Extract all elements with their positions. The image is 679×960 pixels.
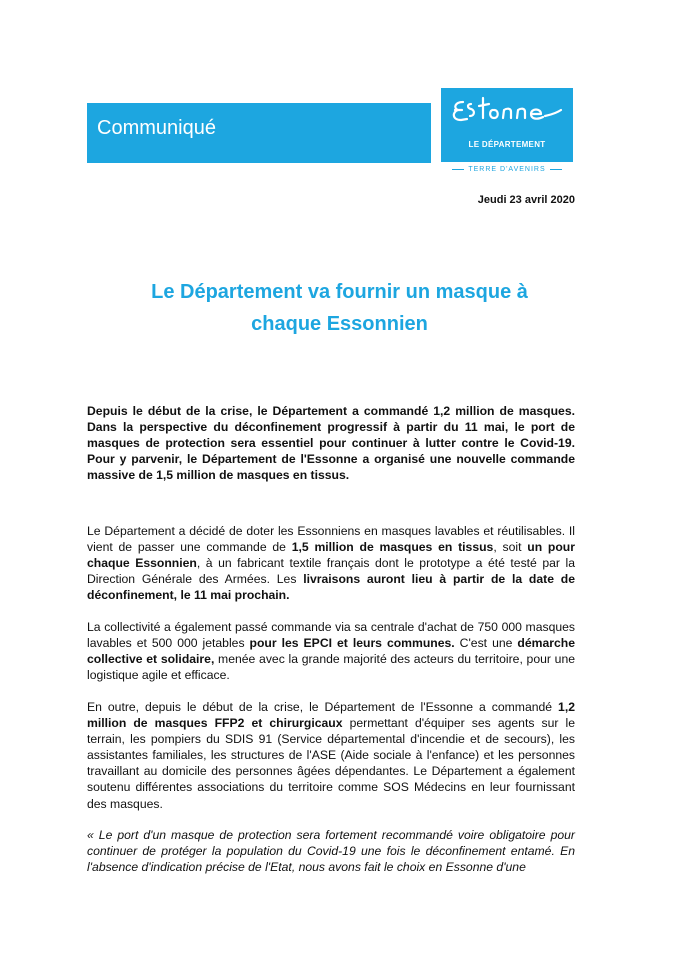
p1-bold-3: livraisons auront lieu à partir de la date de déconfinement, le 11 mai prochain. [87,572,575,603]
p3-bold-1: 1,2 million de masques FFP2 et chirurgicaux [87,700,575,731]
paragraph-ffp2 [87,699,575,812]
paragraph-quote: « Le port d'un masque de protection sera fortement recommandé voire obligatoire pour continuer de protéger la population du Covid-19 une fois le déconfinement entamé. En l'absence d'indication précise de l'Etat, nous avons fait le choix en Essonne d'une [87,828,575,875]
logo-subtitle: LE DÉPARTEMENT [468,140,546,149]
p3-text-2: permettant d'équiper ses agents sur le terrain, les pompiers du SDIS 91 (Service départemental d'incendie et de secours), les assistantes familiales, les structures de l'ASE (Aide sociale à l'enfance) et les personnes travaillant au domicile des personnes âgées dépendantes. Le Département a également soutenu différentes associations du territoire comme SOS Médecins en leur fournissant des masques. [87,716,576,811]
p1-text-2: , soit [493,540,528,555]
paragraph-centrale-achat [87,619,575,683]
p3-text-1: En outre, depuis le début de la crise, le Département de l'Essonne a commandé [87,700,559,714]
p2-text-1: La collectivité a également passé commande via sa centrale d'achat de 750 000 masques lavables et 500 000 jetables [87,620,575,651]
tagline-dash-right [550,169,562,170]
p2-text-3: menée avec la grande majorité des acteurs du territoire, pour une logistique agile et efficace. [87,652,575,683]
logo-tagline-row [441,166,573,173]
title-line-2: chaque Essonnien [251,313,428,335]
paragraph-masques-tissus [87,523,575,603]
tagline-dash-left [452,169,464,170]
press-date: Jeudi 23 avril 2020 [477,194,575,206]
banner-label: Communiqué [97,117,216,139]
p1-bold-2: un pour chaque Essonnien [87,540,575,571]
p2-bold-2: démarche collective et solidaire, [87,636,575,667]
essonne-script-logo-icon [449,94,565,134]
title-line-1: Le Département va fournir un masque à [151,281,528,303]
p1-bold-1: 1,5 million de masques en tissus [291,540,494,555]
p1-text-1: Le Département a décidé de doter les Essonniens en masques lavables et réutilisables. Il vient de passer une commande de [87,524,575,555]
p2-text-2: C'est une [454,636,518,651]
essonne-logo [441,88,573,162]
communique-banner [87,103,431,163]
press-title [87,276,592,340]
lead-paragraph: Depuis le début de la crise, le Département a commandé 1,2 million de masques. Dans la perspective du déconfinement progressif à partir du 11 mai, le port de masques de protection sera essentiel pour continuer à lutter contre le Covid-19. Pour y parvenir, le Département de l'Essonne a organisé une nouvelle commande massive de 1,5 million de masques en tissus. [87,404,575,483]
logo-tagline: TERRE D'AVENIRS [468,166,546,173]
p2-bold-1: pour les EPCI et leurs communes. [249,636,455,651]
p1-text-3: , à un fabricant textile français dont le prototype a été testé par la Direction Générale des Armées. Les [87,556,576,587]
